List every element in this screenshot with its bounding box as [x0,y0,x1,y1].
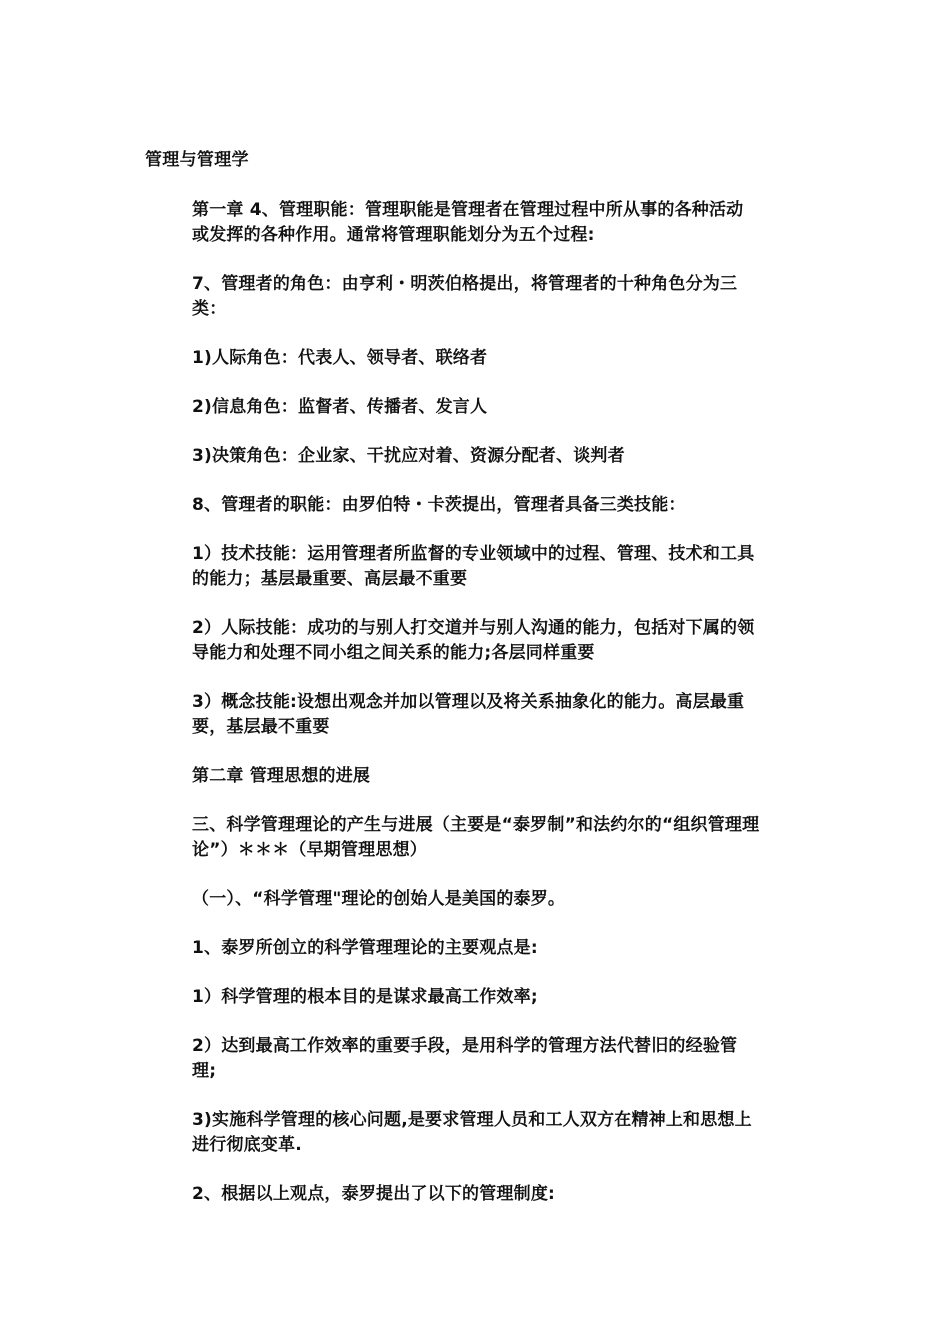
paragraph-taylor-main-views: 1、泰罗所创立的科学管理理论的主要观点是: [192,938,538,958]
paragraph-conceptual-skills: 3）概念技能:设想出观念并加以管理以及将关系抽象化的能力。高层最重要，基层最不重要 [192,692,745,737]
paragraph-scientific-management-origin: 三、科学管理理论的产生与进展（主要是“泰罗制”和法约尔的“组织管理理论”）＊＊＊（早期管理思想） [192,815,760,860]
paragraph-management-functions: 第一章 4、管理职能：管理职能是管理者在管理过程中所从事的各种活动或发挥的各种作用。通常将管理职能划分为五个过程: [192,200,744,245]
paragraph-view-1: 1）科学管理的根本目的是谋求最高工作效率; [192,987,538,1007]
paragraph-view-2: 2）达到最高工作效率的重要手段，是用科学的管理方法代替旧的经验管理; [192,1036,738,1081]
paragraph-interpersonal-roles: 1)人际角色：代表人、领导者、联络者 [192,348,488,368]
paragraph-informational-roles: 2)信息角色：监督者、传播者、发言人 [192,397,488,417]
chapter-two-heading: 第二章 管理思想的进展 [192,766,371,786]
paragraph-taylor-founder: （一）、“科学管理"理论的创始人是美国的泰罗。 [192,889,566,909]
document-body [192,198,760,1231]
paragraph-management-systems: 2、根据以上观点，泰罗提出了以下的管理制度: [192,1184,556,1204]
paragraph-technical-skills: 1）技术技能：运用管理者所监督的专业领域中的过程、管理、技术和工具的能力；基层最重要、高层最不重要 [192,544,755,589]
paragraph-manager-skills: 8、管理者的职能：由罗伯特・卡茨提出，管理者具备三类技能： [192,495,686,515]
paragraph-decisional-roles: 3)决策角色：企业家、干扰应对着、资源分配者、谈判者 [192,446,625,466]
paragraph-human-skills: 2）人际技能：成功的与别人打交道并与别人沟通的能力，包括对下属的领导能力和处理不同小组之间关系的能力;各层同样重要 [192,618,755,663]
document-title: 管理与管理学 [145,150,249,170]
paragraph-view-3: 3)实施科学管理的核心问题,是要求管理人员和工人双方在精神上和思想上进行彻底变革. [192,1110,752,1155]
paragraph-manager-roles: 7、管理者的角色：由亨利・明茨伯格提出，将管理者的十种角色分为三类： [192,274,738,319]
